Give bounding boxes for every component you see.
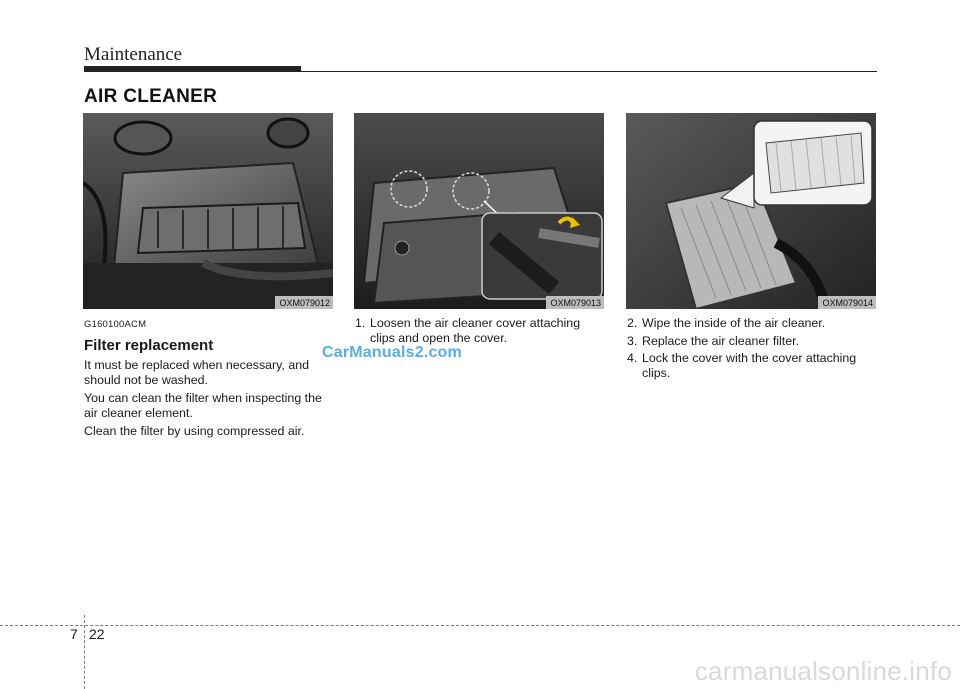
engine-illustration-3: [626, 113, 876, 309]
chapter-number: 7: [70, 626, 78, 642]
photo-air-filter: [626, 113, 876, 309]
step-text: Loosen the air cleaner cover attaching clips and open the cover.: [370, 316, 581, 345]
step-text: Lock the cover with the cover attaching clips.: [642, 351, 857, 380]
paragraph: It must be replaced when necessary, and should not be washed.: [84, 358, 309, 387]
header-rule: [84, 71, 877, 72]
step-number: 2.: [627, 316, 638, 330]
filter-replacement-title: Filter replacement: [84, 336, 214, 354]
watermark-link[interactable]: CarManuals2.com: [322, 344, 462, 361]
step-number: 4.: [627, 351, 638, 365]
step-item: [627, 351, 879, 380]
step-text: Replace the air cleaner filter.: [642, 333, 800, 348]
paragraph: Clean the filter by using compressed air.: [84, 424, 305, 438]
photo-air-cleaner-housing: [83, 113, 333, 309]
footer-rule: [0, 625, 960, 626]
image-caption: OXM079012: [275, 296, 333, 309]
step-text: Wipe the inside of the air cleaner.: [642, 316, 826, 330]
section-title: AIR CLEANER: [84, 86, 218, 107]
paragraph: You can clean the filter when inspecting the air cleaner element.: [84, 391, 322, 420]
step-item: [627, 334, 879, 349]
photo-cover-clips: [354, 113, 604, 309]
footer-divider: [84, 615, 85, 689]
step-item: [627, 316, 879, 331]
section-code: G160100ACM: [84, 319, 147, 330]
engine-illustration-1: [83, 113, 333, 309]
site-watermark: carmanualsonline.info: [694, 656, 952, 686]
left-column: [84, 315, 336, 443]
step-item: [355, 316, 607, 345]
image-caption: OXM079014: [818, 296, 876, 309]
right-column: [627, 316, 879, 383]
step-number: 3.: [627, 333, 638, 348]
engine-illustration-2: [354, 113, 604, 309]
header-title: Maintenance: [84, 44, 183, 65]
page-number: 22: [89, 626, 105, 642]
image-caption: OXM079013: [546, 296, 604, 309]
step-number: 1.: [355, 316, 366, 330]
